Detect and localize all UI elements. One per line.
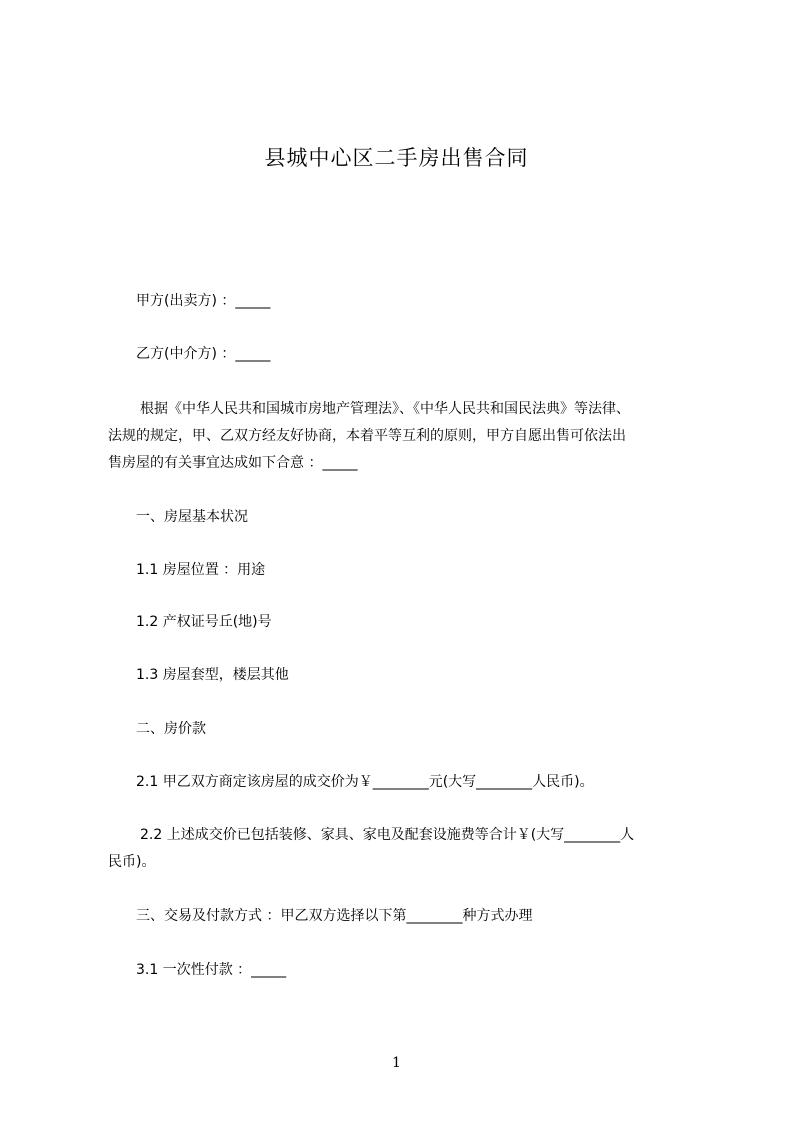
- intro-paragraph-line-2: 法规的规定，甲、乙双方经友好协商，本着平等互利的原则，甲方自愿出售可依法出: [108, 428, 626, 444]
- intro-paragraph-line-3: 售房屋的有关事宜达成如下合意 ：_____: [108, 455, 358, 471]
- section-3-heading: 三、交易及付款方式 ：甲乙双方选择以下第________种方式办理: [136, 908, 533, 924]
- item-1-1: 1.1 房屋位置 ：用途: [136, 562, 266, 578]
- item-3-1: 3.1 一次性付款 ：_____: [136, 962, 287, 978]
- party-b-line: 乙方(中介方) ：_____: [136, 346, 271, 362]
- document-title: 县城中心区二手房出售合同: [264, 146, 529, 170]
- intro-paragraph-line-1: 根据《中华人民共和国城市房地产管理法》、《中华人民共和国民法典》等法律、: [140, 401, 630, 417]
- item-1-3: 1.3 房屋套型，楼层其他: [136, 667, 289, 683]
- item-2-2-line-1: 2.2 上述成交价已包括装修、家具、家电及配套设施费等合计￥(大写________人: [140, 827, 635, 843]
- item-1-2: 1.2 产权证号丘(地)号: [136, 614, 272, 630]
- item-2-1: 2.1 甲乙双方商定该房屋的成交价为￥________元(大写________人民币)。: [136, 774, 594, 790]
- section-1-heading: 一、房屋基本状况: [136, 509, 248, 525]
- item-2-2-line-2: 民币)。: [108, 854, 156, 870]
- party-a-line: 甲方(出卖方) ：_____: [136, 293, 271, 309]
- page-number: 1: [392, 1055, 401, 1071]
- section-2-heading: 二、房价款: [136, 721, 206, 737]
